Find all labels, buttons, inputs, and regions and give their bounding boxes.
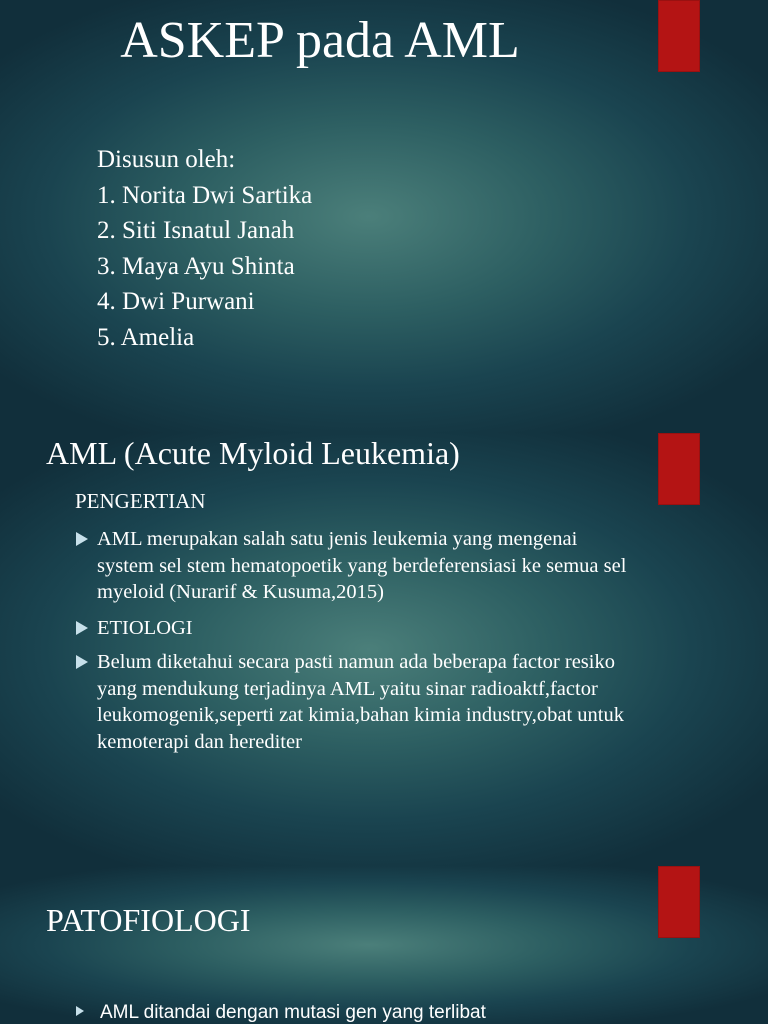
- bullet-item: [76, 615, 636, 642]
- bullet-item: [76, 649, 636, 755]
- authors-heading: Disusun oleh:: [97, 146, 236, 173]
- bullet-item: [76, 1001, 486, 1024]
- slide-title: [0, 0, 768, 433]
- triangle-bullet-icon: [76, 655, 88, 669]
- slide-title-heading: ASKEP pada AML: [120, 12, 520, 69]
- section-subheading: PENGERTIAN: [75, 489, 206, 513]
- bullet-text: AML merupakan salah satu jenis leukemia yang mengenai system sel stem hematopoetik yang berdeferensiasi ke semua sel myeloid (Nurarif & Kusuma,2015): [97, 528, 627, 603]
- slide-heading: AML (Acute Myloid Leukemia): [46, 435, 460, 471]
- slide-pathophysiology: [0, 866, 768, 1024]
- slide-heading: PATOFIOLOGI: [46, 902, 251, 938]
- slide-definition: [0, 433, 768, 866]
- bullet-text: Belum diketahui secara pasti namun ada beberapa factor resiko yang mendukung terjadinya AML yaitu sinar radioaktf,factor leukomogenik,seperti zat kimia,bahan kimia industry,obat untuk kemoterapi dan herediter: [97, 651, 624, 753]
- triangle-bullet-icon: [76, 1006, 84, 1016]
- triangle-bullet-icon: [76, 532, 88, 546]
- author-item: 2. Siti Isnatul Janah: [97, 217, 295, 244]
- authors-list: [97, 142, 312, 355]
- accent-bar: [658, 433, 700, 505]
- author-item: 5. Amelia: [97, 323, 195, 351]
- author-item: 1. Norita Dwi Sartika: [97, 181, 313, 209]
- bullet-item: [76, 526, 636, 606]
- accent-bar: [658, 0, 700, 72]
- bullet-text: AML ditandai dengan mutasi gen yang terlibat: [100, 1002, 486, 1023]
- author-item: 3. Maya Ayu Shinta: [97, 252, 295, 280]
- accent-bar: [658, 866, 700, 938]
- bullet-text: ETIOLOGI: [97, 617, 193, 639]
- author-item: 4. Dwi Purwani: [97, 288, 255, 315]
- triangle-bullet-icon: [76, 621, 88, 635]
